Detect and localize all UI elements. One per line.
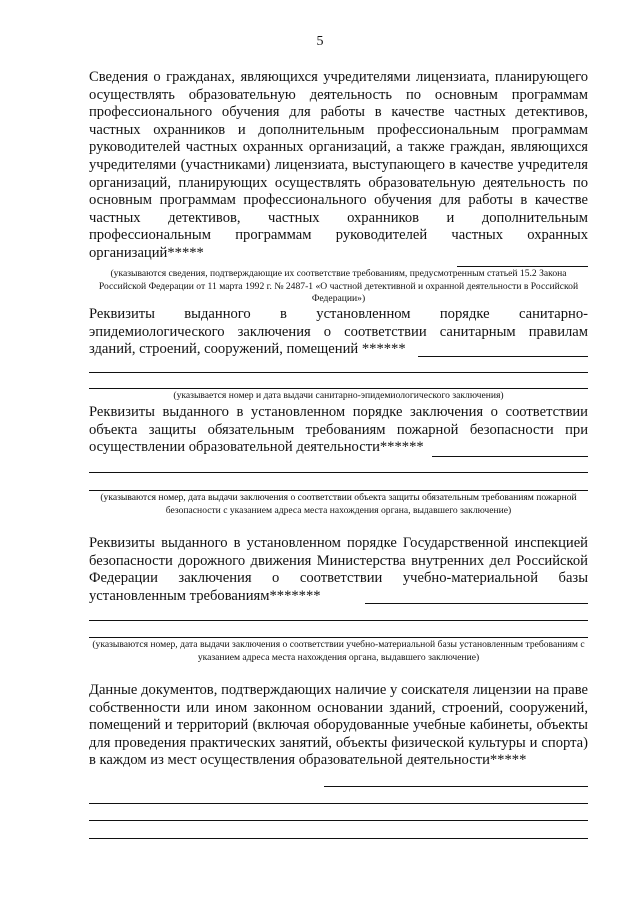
sanitary-fill-line-3[interactable] (89, 388, 588, 389)
fire-safety-fill-line-2[interactable] (89, 472, 588, 473)
ownership-documents-label: Данные документов, подтверждающих наличие у соискателя лицензии на праве собственности или ином законном основании зданий, строений, сооружений, помещений и территорий (включая оборудованные учебные кабинеты, объекты для проведения практических занятий, объекты физической культуры и спорта) в каждом из мест осуществления образовательной деятельности***** (89, 682, 588, 769)
fire-safety-fill-line-1[interactable] (432, 456, 588, 457)
traffic-police-label: Реквизиты выданного в установленном порядке Государственной инспекцией безопасности дорожного движения Министерства внутренних дел Российской Федерации заключения о соответствии учебно-материальной базы установленным требованиям******* (89, 535, 588, 604)
traffic-police-fill-line-1[interactable] (365, 603, 588, 604)
traffic-police-fill-line-2[interactable] (89, 620, 588, 621)
sanitary-fill-line-2[interactable] (89, 372, 588, 373)
page-number: 5 (316, 34, 324, 49)
founders-info-note: (указываются сведения, подтверждающие их соответствие требованиям, предусмотренным статьей 15.2 Закона Российской Федерации от 11 марта 1992 г. № 2487-1 «О частной детективной и охранной деятельности в Российской Федерации») (98, 268, 579, 304)
fire-safety-label: Реквизиты выданного в установленном порядке заключения о соответствии объекта защиты обязательным требованиям пожарной безопасности при осуществлении образовательной деятельности****** (89, 404, 588, 456)
ownership-fill-line-2[interactable] (89, 803, 588, 804)
traffic-police-note: (указываются номер, дата выдачи заключения о соответствии учебно-материальной базы установленным требованиям с указанием адреса места нахождения органа, выдавшего заключение) (92, 639, 585, 663)
traffic-police-fill-line-3[interactable] (89, 637, 588, 638)
sanitary-note: (указывается номер и дата выдачи санитарно-эпидемиологического заключения) (173, 390, 504, 401)
ownership-fill-line-3[interactable] (89, 820, 588, 821)
sanitary-conclusion-label: Реквизиты выданного в установленном порядке санитарно-эпидемиологического заключения о соответствии санитарным правилам зданий, строений, сооружений, помещений ****** (89, 306, 588, 358)
ownership-fill-line-1[interactable] (324, 786, 588, 787)
founders-info-fill-line[interactable] (457, 266, 588, 267)
sanitary-fill-line-1[interactable] (418, 356, 588, 357)
ownership-fill-line-4[interactable] (89, 838, 588, 839)
founders-info-label: Сведения о гражданах, являющихся учредителями лицензиата, планирующего осуществлять образовательную деятельность по основным программам профессионального обучения для работы в качестве частных детективов, частных охранников и дополнительным профессиональным программам руководителей частных охранных организаций, а также граждан, являющихся учредителями (участниками) лицензиата, выступающего в качестве учредителя организаций, планирующих осуществлять образовательную деятельность по основным программам профессионального обучения для работы в качестве частных детективов, частных охранников и дополнительным профессиональным программам руководителей частных охранных организаций***** (89, 69, 588, 261)
fire-safety-note: (указываются номер, дата выдачи заключения о соответствии объекта защиты обязательным требованиям пожарной безопасности с указанием адреса места нахождения органа, выдавшего заключение) (100, 492, 577, 516)
fire-safety-fill-line-3[interactable] (89, 490, 588, 491)
